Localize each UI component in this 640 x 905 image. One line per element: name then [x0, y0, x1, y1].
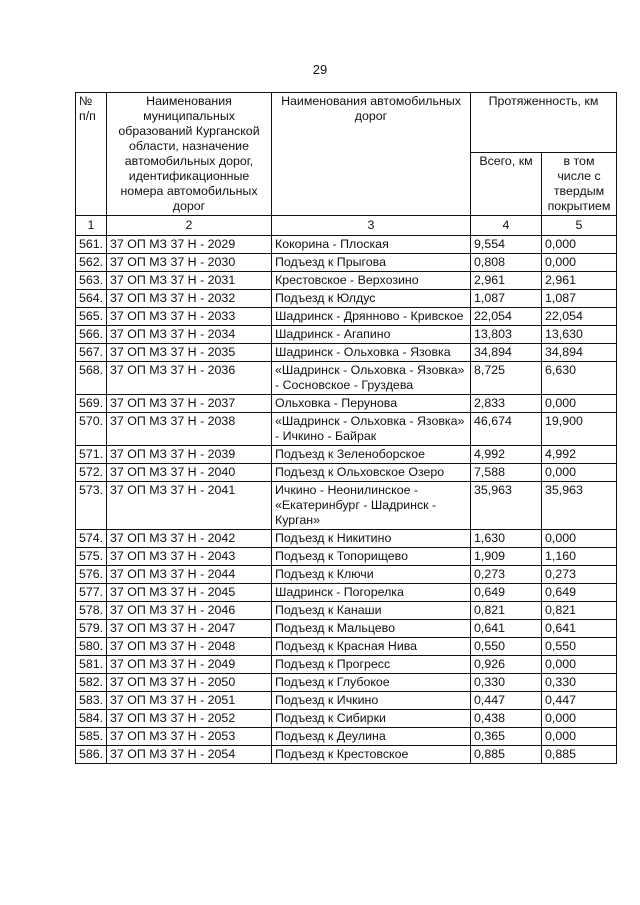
header-road-name: Наименования автомобильных дорог	[272, 93, 471, 216]
road-name: «Шадринск - Ольховка - Язовка» - Сосновское - Груздева	[272, 362, 471, 395]
road-id: 37 ОП МЗ 37 Н - 2029	[107, 236, 272, 254]
road-id: 37 ОП МЗ 37 Н - 2036	[107, 362, 272, 395]
length-paved: 0,447	[542, 692, 617, 710]
road-id: 37 ОП МЗ 37 Н - 2031	[107, 272, 272, 290]
road-name: Подъезд к Деулина	[272, 728, 471, 746]
road-id: 37 ОП МЗ 37 Н - 2047	[107, 620, 272, 638]
row-number: 578.	[76, 602, 107, 620]
road-name: «Шадринск - Ольховка - Язовка» - Ичкино - Байрак	[272, 413, 471, 446]
road-id: 37 ОП МЗ 37 Н - 2038	[107, 413, 272, 446]
length-paved: 35,963	[542, 482, 617, 530]
road-name: Подъезд к Красная Нива	[272, 638, 471, 656]
length-paved: 13,630	[542, 326, 617, 344]
road-name: Подъезд к Юлдус	[272, 290, 471, 308]
length-total: 0,641	[471, 620, 542, 638]
row-number: 581.	[76, 656, 107, 674]
row-number: 574.	[76, 530, 107, 548]
table-row	[76, 272, 617, 290]
length-total: 0,649	[471, 584, 542, 602]
road-name: Шадринск - Агапино	[272, 326, 471, 344]
row-number: 579.	[76, 620, 107, 638]
table-row	[76, 620, 617, 638]
row-number: 570.	[76, 413, 107, 446]
row-number: 572.	[76, 464, 107, 482]
length-paved: 4,992	[542, 446, 617, 464]
length-paved: 1,087	[542, 290, 617, 308]
road-name: Подъезд к Ичкино	[272, 692, 471, 710]
column-number: 5	[542, 216, 617, 236]
road-id: 37 ОП МЗ 37 Н - 2043	[107, 548, 272, 566]
length-total: 7,588	[471, 464, 542, 482]
road-id: 37 ОП МЗ 37 Н - 2039	[107, 446, 272, 464]
length-paved: 0,330	[542, 674, 617, 692]
table-row	[76, 692, 617, 710]
length-total: 0,885	[471, 746, 542, 764]
row-number: 580.	[76, 638, 107, 656]
length-paved: 0,000	[542, 530, 617, 548]
road-name: Подъезд к Никитино	[272, 530, 471, 548]
road-name: Кокорина - Плоская	[272, 236, 471, 254]
table-row	[76, 236, 617, 254]
length-paved: 0,550	[542, 638, 617, 656]
length-total: 1,909	[471, 548, 542, 566]
road-name: Подъезд к Крестовское	[272, 746, 471, 764]
length-total: 1,087	[471, 290, 542, 308]
road-id: 37 ОП МЗ 37 Н - 2035	[107, 344, 272, 362]
length-total: 2,961	[471, 272, 542, 290]
column-number: 1	[76, 216, 107, 236]
table-row	[76, 362, 617, 395]
length-total: 0,926	[471, 656, 542, 674]
row-number: 577.	[76, 584, 107, 602]
table-row	[76, 746, 617, 764]
length-total: 2,833	[471, 395, 542, 413]
table-body	[76, 236, 617, 764]
length-total: 8,725	[471, 362, 542, 395]
length-total: 0,447	[471, 692, 542, 710]
road-id: 37 ОП МЗ 37 Н - 2045	[107, 584, 272, 602]
road-name: Ольховка - Перунова	[272, 395, 471, 413]
row-number: 566.	[76, 326, 107, 344]
length-total: 4,992	[471, 446, 542, 464]
road-name: Подъезд к Топорищево	[272, 548, 471, 566]
length-paved: 6,630	[542, 362, 617, 395]
length-total: 13,803	[471, 326, 542, 344]
roads-table	[75, 92, 617, 764]
length-total: 0,438	[471, 710, 542, 728]
road-id: 37 ОП МЗ 37 Н - 2041	[107, 482, 272, 530]
table-row	[76, 728, 617, 746]
row-number: 565.	[76, 308, 107, 326]
length-paved: 0,000	[542, 464, 617, 482]
header-length: Протяженность, км	[471, 93, 617, 153]
row-number: 576.	[76, 566, 107, 584]
length-total: 0,821	[471, 602, 542, 620]
road-id: 37 ОП МЗ 37 Н - 2030	[107, 254, 272, 272]
road-id: 37 ОП МЗ 37 Н - 2032	[107, 290, 272, 308]
table-row	[76, 584, 617, 602]
length-total: 0,550	[471, 638, 542, 656]
length-total: 35,963	[471, 482, 542, 530]
length-paved: 1,160	[542, 548, 617, 566]
road-name: Шадринск - Ольховка - Язовка	[272, 344, 471, 362]
table-row	[76, 413, 617, 446]
road-id: 37 ОП МЗ 37 Н - 2034	[107, 326, 272, 344]
row-number: 575.	[76, 548, 107, 566]
row-number: 586.	[76, 746, 107, 764]
road-id: 37 ОП МЗ 37 Н - 2037	[107, 395, 272, 413]
table-row	[76, 308, 617, 326]
road-name: Шадринск - Дрянново - Кривское	[272, 308, 471, 326]
road-id: 37 ОП МЗ 37 Н - 2040	[107, 464, 272, 482]
length-paved: 0,000	[542, 728, 617, 746]
row-number: 564.	[76, 290, 107, 308]
column-number-row	[76, 216, 617, 236]
road-name: Подъезд к Зеленоборское	[272, 446, 471, 464]
length-paved: 0,885	[542, 746, 617, 764]
length-total: 0,330	[471, 674, 542, 692]
table-row	[76, 254, 617, 272]
table-row	[76, 482, 617, 530]
table-row	[76, 602, 617, 620]
column-number: 3	[272, 216, 471, 236]
length-paved: 19,900	[542, 413, 617, 446]
length-paved: 0,273	[542, 566, 617, 584]
table-row	[76, 566, 617, 584]
length-total: 22,054	[471, 308, 542, 326]
length-total: 1,630	[471, 530, 542, 548]
table-row	[76, 344, 617, 362]
header-municipal: Наименования муниципальных образований Курганской области, назначение автомобильных дорог, идентификационные номера автомобильных дорог	[107, 93, 272, 216]
header-total: Всего, км	[471, 153, 542, 216]
length-paved: 0,821	[542, 602, 617, 620]
row-number: 567.	[76, 344, 107, 362]
table-row	[76, 530, 617, 548]
road-name: Подъезд к Глубокое	[272, 674, 471, 692]
road-name: Подъезд к Прыгова	[272, 254, 471, 272]
length-total: 0,808	[471, 254, 542, 272]
length-total: 0,365	[471, 728, 542, 746]
road-name: Подъезд к Прогресс	[272, 656, 471, 674]
header-paved: в том числе с твердым покрытием	[542, 153, 617, 216]
length-paved: 0,000	[542, 710, 617, 728]
road-id: 37 ОП МЗ 37 Н - 2050	[107, 674, 272, 692]
road-id: 37 ОП МЗ 37 Н - 2033	[107, 308, 272, 326]
header-num: № п/п	[76, 93, 107, 216]
row-number: 562.	[76, 254, 107, 272]
table-row	[76, 290, 617, 308]
road-id: 37 ОП МЗ 37 Н - 2048	[107, 638, 272, 656]
length-paved: 0,000	[542, 254, 617, 272]
length-paved: 0,641	[542, 620, 617, 638]
row-number: 583.	[76, 692, 107, 710]
road-name: Подъезд к Мальцево	[272, 620, 471, 638]
table-row	[76, 446, 617, 464]
road-id: 37 ОП МЗ 37 Н - 2052	[107, 710, 272, 728]
length-paved: 0,000	[542, 656, 617, 674]
column-number: 2	[107, 216, 272, 236]
row-number: 568.	[76, 362, 107, 395]
table-row	[76, 638, 617, 656]
length-total: 0,273	[471, 566, 542, 584]
length-paved: 2,961	[542, 272, 617, 290]
road-name: Шадринск - Погорелка	[272, 584, 471, 602]
row-number: 573.	[76, 482, 107, 530]
table-row	[76, 656, 617, 674]
road-id: 37 ОП МЗ 37 Н - 2049	[107, 656, 272, 674]
row-number: 561.	[76, 236, 107, 254]
length-paved: 0,649	[542, 584, 617, 602]
road-name: Подъезд к Ключи	[272, 566, 471, 584]
table-row	[76, 548, 617, 566]
road-name: Подъезд к Канаши	[272, 602, 471, 620]
road-id: 37 ОП МЗ 37 Н - 2046	[107, 602, 272, 620]
page-number: 29	[312, 62, 328, 77]
column-number: 4	[471, 216, 542, 236]
road-name: Подъезд к Сибирки	[272, 710, 471, 728]
road-name: Подъезд к Ольховское Озеро	[272, 464, 471, 482]
road-id: 37 ОП МЗ 37 Н - 2042	[107, 530, 272, 548]
length-total: 34,894	[471, 344, 542, 362]
length-paved: 0,000	[542, 395, 617, 413]
road-name: Ичкино - Неонилинское - «Екатеринбург - Шадринск - Курган»	[272, 482, 471, 530]
table-row	[76, 326, 617, 344]
row-number: 585.	[76, 728, 107, 746]
row-number: 584.	[76, 710, 107, 728]
road-id: 37 ОП МЗ 37 Н - 2054	[107, 746, 272, 764]
table-row	[76, 464, 617, 482]
road-name: Крестовское - Верхозино	[272, 272, 471, 290]
row-number: 582.	[76, 674, 107, 692]
header-row	[76, 93, 617, 153]
table-row	[76, 674, 617, 692]
table-row	[76, 395, 617, 413]
length-paved: 0,000	[542, 236, 617, 254]
length-total: 46,674	[471, 413, 542, 446]
row-number: 569.	[76, 395, 107, 413]
row-number: 571.	[76, 446, 107, 464]
road-id: 37 ОП МЗ 37 Н - 2044	[107, 566, 272, 584]
length-total: 9,554	[471, 236, 542, 254]
length-paved: 34,894	[542, 344, 617, 362]
length-paved: 22,054	[542, 308, 617, 326]
road-id: 37 ОП МЗ 37 Н - 2053	[107, 728, 272, 746]
road-id: 37 ОП МЗ 37 Н - 2051	[107, 692, 272, 710]
row-number: 563.	[76, 272, 107, 290]
table-row	[76, 710, 617, 728]
